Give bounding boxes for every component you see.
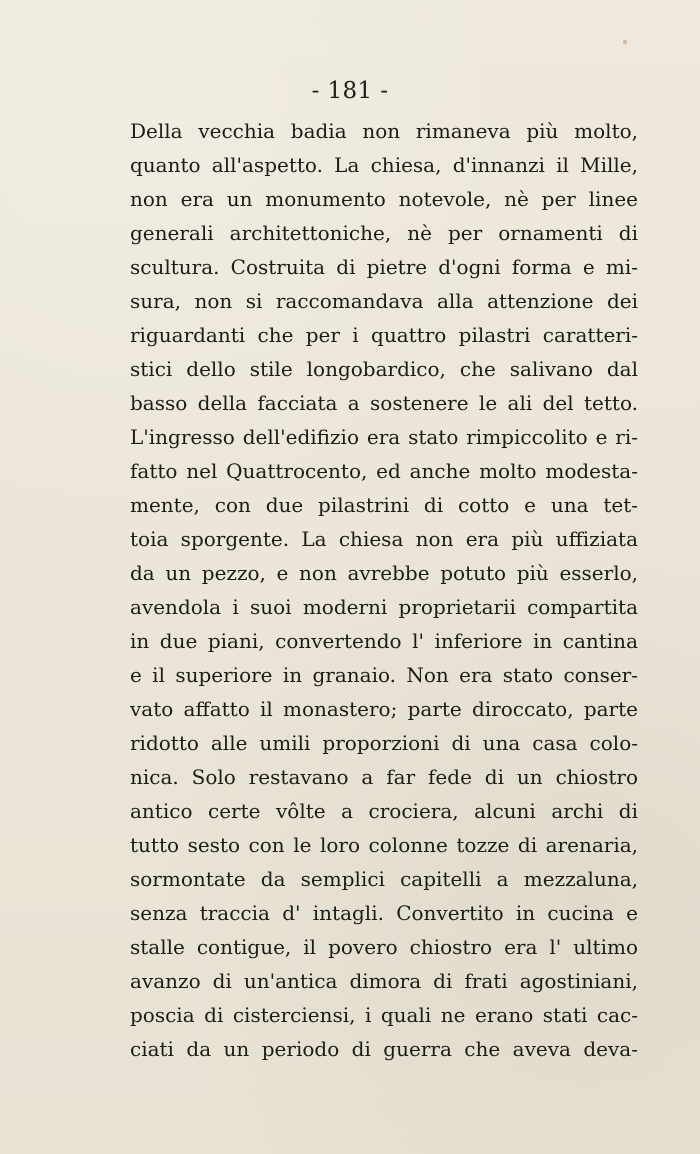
text-line: vato affatto il monastero; parte diroccato, parte xyxy=(130,697,638,721)
body-text xyxy=(130,114,638,1066)
text-line: avanzo di un'antica dimora di frati agostiniani, xyxy=(130,969,638,993)
text-line: scultura. Costruita di pietre d'ogni forma e mi- xyxy=(130,255,638,279)
text-line: tutto sesto con le loro colonne tozze di arenaria, xyxy=(130,833,638,857)
text-line: L'ingresso dell'edifizio era stato rimpiccolito e ri- xyxy=(130,425,638,449)
text-line: non era un monumento notevole, nè per linee xyxy=(130,187,638,211)
text-line: senza traccia d' intagli. Convertito in cucina e xyxy=(130,901,638,925)
text-line: ciati da un periodo di guerra che aveva deva- xyxy=(130,1037,638,1061)
text-line: generali architettoniche, nè per ornamenti di xyxy=(130,221,638,245)
page-number: - 181 - xyxy=(311,78,389,104)
text-line: stici dello stile longobardico, che salivano dal xyxy=(130,357,638,381)
text-line: da un pezzo, e non avrebbe potuto più esserlo, xyxy=(130,561,638,585)
text-line: sura, non si raccomandava alla attenzione dei xyxy=(130,289,638,313)
text-line: riguardanti che per i quattro pilastri caratteri- xyxy=(130,323,638,347)
text-line: fatto nel Quattrocento, ed anche molto modesta- xyxy=(130,459,638,483)
text-line: sormontate da semplici capitelli a mezzaluna, xyxy=(130,867,638,891)
text-line: Della vecchia badia non rimaneva più molto, xyxy=(130,119,638,143)
text-line: nica. Solo restavano a far fede di un chiostro xyxy=(130,765,638,789)
text-line: mente, con due pilastrini di cotto e una tet- xyxy=(130,493,638,517)
text-line: antico certe vôlte a crociera, alcuni archi di xyxy=(130,799,638,823)
text-line: stalle contigue, il povero chiostro era l' ultimo xyxy=(130,935,638,959)
text-line: e il superiore in granaio. Non era stato conser- xyxy=(130,663,638,687)
text-line: avendola i suoi moderni proprietarii compartita xyxy=(130,595,638,619)
text-line: in due piani, convertendo l' inferiore in cantina xyxy=(130,629,638,653)
text-line: basso della facciata a sostenere le ali del tetto. xyxy=(130,391,638,415)
paper-speck xyxy=(623,40,627,44)
text-line: quanto all'aspetto. La chiesa, d'innanzi il Mille, xyxy=(130,153,638,177)
text-line: poscia di cisterciensi, i quali ne erano stati cac- xyxy=(130,1003,638,1027)
text-line: ridotto alle umili proporzioni di una casa colo- xyxy=(130,731,638,755)
text-line: toia sporgente. La chiesa non era più uffiziata xyxy=(130,527,638,551)
